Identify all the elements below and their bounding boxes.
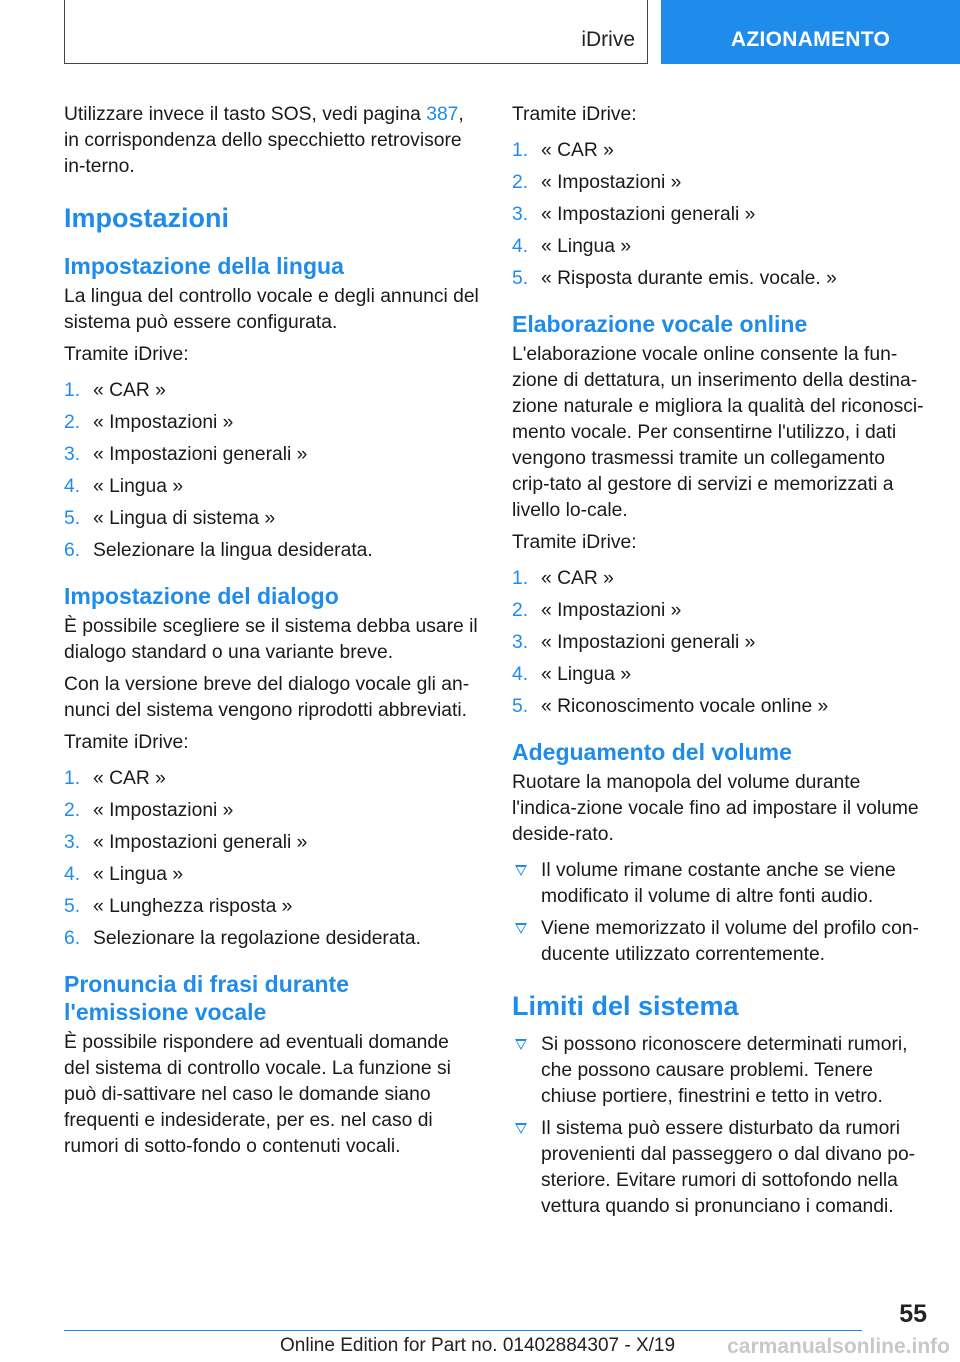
list-item: 3. « Impostazioni generali » xyxy=(64,444,308,465)
list-item: 2. « Impostazioni » xyxy=(512,172,682,193)
list-item: 3. « Impostazioni generali » xyxy=(64,832,308,853)
list-item: 6. Selezionare la lingua desiderata. xyxy=(64,540,373,561)
list-item: Si possono riconoscere determinati rumori, che possono causare problemi. Tenere chiuse portiere, finestrini e tetto in vetro. xyxy=(512,1032,927,1110)
list-item: 2. « Impostazioni » xyxy=(64,800,234,821)
online-text: L'elaborazione vocale online consente la fun-zione di dettatura, un inserimento della destina-zione naturale e migliora la qualità del riconosci-mento vocale. Per consentirne l'utilizzo, i dati vengono trasmessi tramite un collegamento crip-tato al gestore di servizi e memorizzati a livello lo-cale. xyxy=(512,344,924,521)
lingua-text: La lingua del controllo vocale e degli annunci del sistema può essere configurata. xyxy=(64,286,479,333)
pronuncia-text: È possibile rispondere ad eventuali domande del sistema di controllo vocale. La funzione si può di-sattivare nel caso le domande siano frequenti e indesiderate, per es. nel caso di rumori di sotto-fondo o contenuti vocali. xyxy=(64,1032,451,1157)
lingua-via: Tramite iDrive: xyxy=(64,344,189,365)
risposta-via: Tramite iDrive: xyxy=(512,104,637,125)
heading-pronuncia: Pronuncia di frasi durante l'emissione vocale xyxy=(64,971,349,1025)
list-item: 5. « Risposta durante emis. vocale. » xyxy=(512,268,837,289)
limiti-bullets xyxy=(512,1032,927,1220)
volume-text: Ruotare la manopola del volume durante l'indica-zione vocale fino ad impostare il volume deside-rato. xyxy=(512,772,919,845)
volume-bullets xyxy=(512,858,927,968)
list-item: Viene memorizzato il volume del profilo con-ducente utilizzato correntemente. xyxy=(512,916,927,968)
list-item: Il volume rimane costante anche se viene modificato il volume di altre fonti audio. xyxy=(512,858,927,910)
left-column xyxy=(64,102,479,1166)
heading-online: Elaborazione vocale online xyxy=(512,311,808,337)
list-item: 5. « Lingua di sistema » xyxy=(64,508,276,529)
list-item: 1. « CAR » xyxy=(512,140,614,161)
page-number: 55 xyxy=(899,1300,927,1328)
heading-impostazioni: Impostazioni xyxy=(64,203,230,233)
dialogo-steps xyxy=(64,766,479,952)
list-item: 2. « Impostazioni » xyxy=(512,600,682,621)
triangle-bullet-icon xyxy=(515,865,527,876)
dialogo-text-1: È possibile scegliere se il sistema debba usare il dialogo standard o una variante breve. xyxy=(64,616,478,663)
page-link[interactable]: 387 xyxy=(426,104,459,125)
dialogo-text-2: Con la versione breve del dialogo vocale gli an-nunci del sistema vengono riprodotti abbreviati. xyxy=(64,674,470,721)
list-item: 4. « Lingua » xyxy=(512,236,632,257)
list-item: 3. « Impostazioni generali » xyxy=(512,204,756,225)
online-steps xyxy=(512,566,927,720)
heading-lingua: Impostazione della lingua xyxy=(64,253,344,279)
dialogo-via: Tramite iDrive: xyxy=(64,732,189,753)
list-item: Il sistema può essere disturbato da rumori provenienti dal passeggero o dal divano po-steriore. Evitare rumori di sottofondo nella vettura quando si pronunciano i comandi. xyxy=(512,1116,927,1220)
list-item: 4. « Lingua » xyxy=(64,864,184,885)
heading-volume: Adeguamento del volume xyxy=(512,739,792,765)
triangle-bullet-icon xyxy=(515,1123,527,1134)
risposta-steps xyxy=(512,138,927,292)
header-chapter-tab xyxy=(661,0,960,64)
list-item: 4. « Lingua » xyxy=(512,664,632,685)
heading-dialogo: Impostazione del dialogo xyxy=(64,583,339,609)
list-item: 2. « Impostazioni » xyxy=(64,412,234,433)
footer-divider xyxy=(64,1330,862,1331)
list-item: 5. « Riconoscimento vocale online » xyxy=(512,696,829,717)
list-item: 1. « CAR » xyxy=(512,568,614,589)
watermark: carmanualsonline.info xyxy=(727,1335,950,1358)
list-item: 1. « CAR » xyxy=(64,380,166,401)
triangle-bullet-icon xyxy=(515,923,527,934)
triangle-bullet-icon xyxy=(515,1039,527,1050)
right-column xyxy=(512,102,927,1232)
list-item: 6. Selezionare la regolazione desiderata. xyxy=(64,928,421,949)
header-section-box xyxy=(64,0,648,64)
intro-paragraph: Utilizzare invece il tasto SOS, vedi pagina 387, in corrispondenza dello specchietto retrovisore in-terno. xyxy=(64,104,464,177)
list-item: 5. « Lunghezza risposta » xyxy=(64,896,293,917)
list-item: 1. « CAR » xyxy=(64,768,166,789)
list-item: 3. « Impostazioni generali » xyxy=(512,632,756,653)
footer-edition: Online Edition for Part no. 01402884307 - X/19 xyxy=(280,1335,676,1356)
header-section-label: iDrive xyxy=(581,28,635,51)
list-item: 4. « Lingua » xyxy=(64,476,184,497)
heading-limiti: Limiti del sistema xyxy=(512,991,739,1021)
lingua-steps xyxy=(64,378,479,564)
online-via: Tramite iDrive: xyxy=(512,532,637,553)
header-chapter-label: AZIONAMENTO xyxy=(730,28,891,51)
